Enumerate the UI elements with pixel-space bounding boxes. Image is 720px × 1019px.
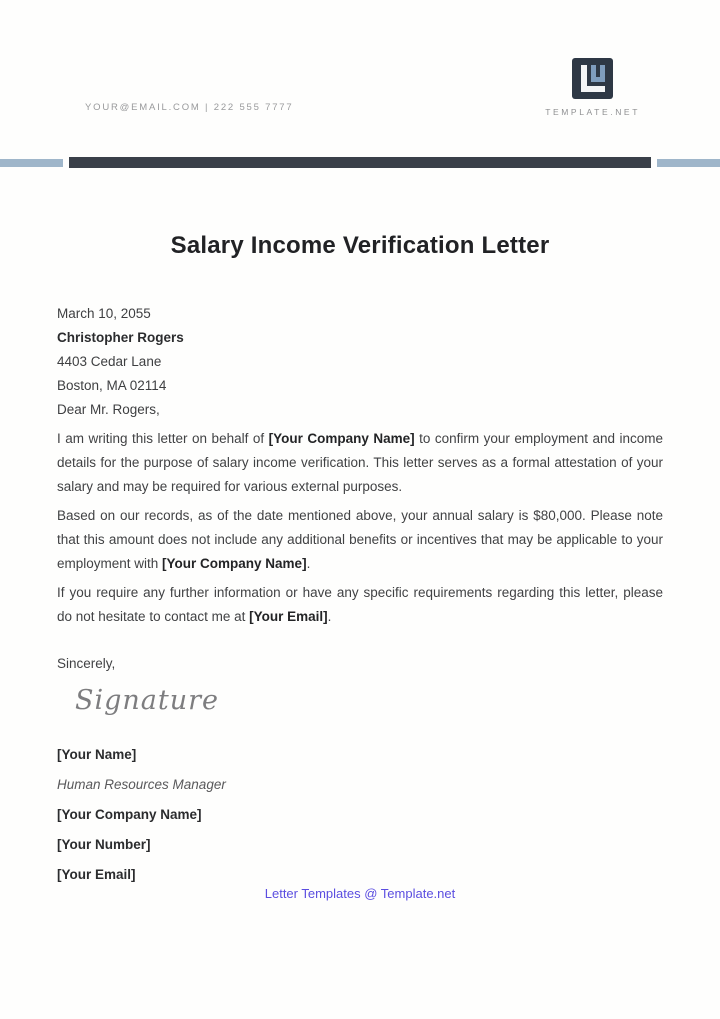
letter-paragraph: Based on our records, as of the date mentioned above, your annual salary is $80,000. Please note that this amount does not include any additional benefits or incentives that may be applicable to your employment with [Your Company Name]. [57,508,663,571]
templatenet-logo-icon [572,58,613,99]
recipient-street: 4403 Cedar Lane [57,354,162,369]
page-title: Salary Income Verification Letter [170,232,550,259]
letter-paragraph: I am writing this letter on behalf of [Your Company Name] to confirm your employment and income details for the purpose of salary income verification. This letter serves as a formal attestation of your salary and may be required for various external purposes. [57,431,663,494]
signer-email: [Your Email] [57,867,136,882]
letterhead [0,0,720,117]
brand-caption: TEMPLATE.NET [545,107,640,117]
recipient-name: Christopher Rogers [57,330,184,345]
letter-date: March 10, 2055 [57,306,151,321]
letter-content [0,232,720,890]
signature-script: Signature [75,685,220,716]
divider-dark-bar [69,157,651,168]
placeholder-your-email: [Your Email] [249,609,328,624]
signer-number: [Your Number] [57,837,151,852]
contact-info: YOUR@EMAIL.COM | 222 555 7777 [85,102,294,113]
signer-name: [Your Name] [57,747,137,762]
footer [0,885,720,903]
letter-paragraph: If you require any further information or have any specific requirements regarding this letter, please do not hesitate to contact me at [Your Email]. [57,585,663,624]
divider-accent-left [0,159,63,167]
divider-bar [0,157,720,168]
address-block [57,302,663,422]
closing-salutation: Sincerely, [57,656,116,671]
salutation: Dear Mr. Rogers, [57,402,160,417]
recipient-city: Boston, MA 02114 [57,378,167,393]
signer-company: [Your Company Name] [57,807,202,822]
template-net-link[interactable]: Letter Templates @ Template.net [264,886,456,901]
placeholder-company-name: [Your Company Name] [162,556,307,571]
signer-block [57,740,663,890]
divider-accent-right [657,159,720,167]
signer-title: Human Resources Manager [57,777,226,792]
placeholder-company-name: [Your Company Name] [268,431,415,446]
brand-block [545,58,640,117]
